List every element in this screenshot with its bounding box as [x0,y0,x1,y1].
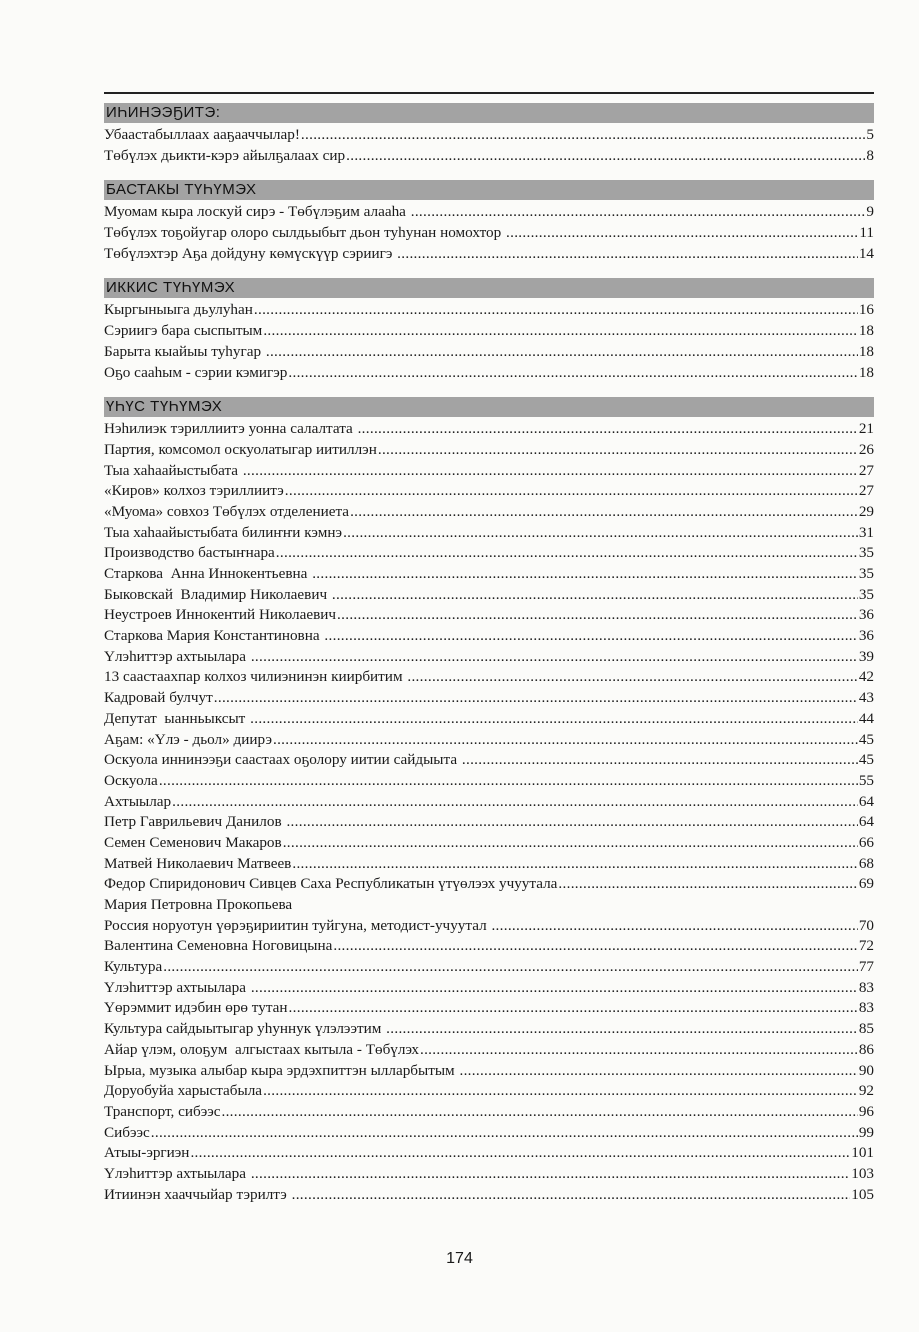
entry-title: Ырыа, музыка алыбар кыра эрдэхпиттэн ылларбытым [104,1061,459,1079]
dot-leader [292,854,857,875]
entry-title: Итиинэн хааччыйар тэрилтэ [104,1185,291,1203]
entry-page-number: 35 [858,585,874,603]
toc-entry [104,564,874,585]
entry-title: Сэриигэ бара сыспытым [104,322,263,340]
toc-entry [104,1061,874,1082]
section-header: ИҺИНЭЭҔИТЭ: [104,103,874,123]
entry-page-number: 45 [858,730,874,748]
dot-leader [462,750,858,771]
entry-title: Производство бастыҥнара [104,544,275,562]
entry-page-number: 70 [858,916,874,934]
dot-leader [346,146,865,167]
dot-leader [289,998,858,1019]
entry-title: Үлэһиттэр ахтыылара [104,1164,250,1182]
toc-entry [104,647,874,668]
entry-page-number: 96 [858,1102,874,1120]
section-header: БАСТАКЫ ТҮҺҮМЭХ [104,180,874,200]
entry-page-number: 16 [858,301,874,319]
entry-page-number: 72 [858,937,874,955]
entry-title: Аҕам: «Үлэ - дьол» диирэ [104,730,272,748]
entry-title: Атыы-эргиэн [104,1144,190,1162]
entry-page-number: 18 [858,363,874,381]
toc-entry [104,1123,874,1144]
entry-title: Россия норуотун үөрэҕириитин туйгуна, методист-учуутал [104,916,491,934]
entry-page-number: 85 [858,1020,874,1038]
toc-entry [104,916,874,937]
entry-title: Партия, комсомол оскуолатыгар иитиллэн [104,440,377,458]
entry-title: Убаастабыллаах ааҕааччылар! [104,126,300,143]
dot-leader [407,667,857,688]
toc-entry [104,244,874,265]
entry-page-number: 29 [858,502,874,520]
dot-leader [288,363,857,384]
entry-title: Тыа хаһаайыстыбата билиҥҥи кэмнэ [104,523,343,541]
toc-entry [104,440,874,461]
dot-leader [292,1185,851,1206]
dot-leader [243,461,858,482]
entry-page-number: 45 [858,751,874,769]
dot-leader [163,957,858,978]
toc-entry [104,461,874,482]
toc-entry [104,223,874,244]
entry-page-number: 43 [858,689,874,707]
toc-entry [104,771,874,792]
toc-entry [104,502,874,523]
dot-leader [558,874,857,895]
entry-title: Тыа хаһаайыстыбата [104,461,242,479]
entry-title: Неустроев Иннокентий Николаевич [104,606,337,624]
toc-entry [104,125,874,146]
toc-entry [104,833,874,854]
entry-title: Быковскай Владимир Николаевич [104,585,331,603]
toc-entry [104,936,874,957]
entry-page-number: 35 [858,544,874,562]
toc-entry [104,874,874,895]
entry-title: Старкова Анна Иннокентьевна [104,565,312,582]
dot-leader [151,1123,858,1144]
toc-entry [104,667,874,688]
entry-title: Төбүлэх тоҕойугар олоро сылдьыбыт дьон туһунан номохтор [104,224,505,242]
dot-leader [251,978,858,999]
entry-page-number: 36 [858,606,874,624]
entry-page-number: 103 [851,1164,874,1182]
dot-leader [459,1061,857,1082]
dot-leader [506,223,858,244]
entry-page-number: 83 [858,978,874,996]
toc-entry [104,626,874,647]
dot-leader [263,321,858,342]
dot-leader [420,1040,858,1061]
entry-page-number: 92 [858,1082,874,1100]
toc-entry [104,523,874,544]
dot-leader [251,647,858,668]
dot-leader [301,125,866,146]
entry-title: Валентина Семеновна Ноговицына [104,937,333,955]
entry-page-number: 36 [858,627,874,645]
dot-leader [172,792,858,813]
entry-title: Барыта кыайыы туһугар [104,342,265,360]
entry-title: «Киров» колхоз тэриллиитэ [104,482,284,500]
entry-title: Кадровай булчут [104,689,213,707]
entry-title: Үөрэммит идэбин өрө тутан [104,999,288,1017]
entry-title: Депутат ыанньыксыт [104,709,250,727]
toc-entry [104,709,874,730]
entry-page-number: 5 [866,126,874,143]
table-of-contents [104,92,874,1219]
dot-leader [276,543,858,564]
dot-leader [221,1102,857,1123]
entry-page-number: 77 [858,958,874,976]
toc-entry [104,957,874,978]
entry-title: Сибээс [104,1123,150,1141]
dot-leader [263,1081,858,1102]
dot-leader [491,916,857,937]
entry-page-number: 64 [858,792,874,810]
dot-leader [386,1019,858,1040]
entry-title: Петр Гаврильевич Данилов [104,813,286,831]
toc-entry [104,419,874,440]
entry-title: Айар үлэм, олоҕум алгыстаах кытыла - Төбүлэх [104,1040,419,1058]
dot-leader [159,771,858,792]
entry-title: Мария Петровна Прокопьева [104,896,293,913]
entry-title: Оскуола иннинээҕи саастаах оҕолору иитии сайдыыта [104,751,461,769]
toc-entry [104,481,874,502]
entry-page-number: 18 [858,342,874,360]
entry-page-number: 11 [859,224,874,242]
entry-page-number: 26 [858,440,874,458]
toc-entry [104,895,874,916]
top-rule [104,92,874,94]
entry-page-number: 31 [858,523,874,541]
dot-leader [251,1164,850,1185]
entry-page-number: 27 [858,461,874,479]
toc-entry [104,146,874,167]
toc-entry [104,1143,874,1164]
toc-sections [104,103,874,1205]
entry-title: Культура сайдыытыгар уһуннук үлэлээтим [104,1020,386,1038]
entry-page-number: 9 [866,203,874,221]
dot-leader [250,709,858,730]
entry-page-number: 18 [858,322,874,340]
dot-leader [332,585,858,606]
dot-leader [285,481,858,502]
section-header: ҮҺҮС ТҮҺҮМЭХ [104,397,874,417]
entry-title: Федор Спиридонович Сивцев Саха Республикатын үтүөлээх учуутала [104,875,558,893]
dot-leader [324,626,857,647]
toc-entry [104,688,874,709]
dot-leader [378,440,858,461]
entry-title: Оскуола [104,771,158,789]
entry-page-number: 90 [858,1061,874,1079]
toc-entry [104,605,874,626]
page-number: 174 [446,1250,473,1267]
dot-leader [273,730,858,751]
entry-title: Төбүлэхтэр Аҕа дойдуну көмүскүүр сэриигэ [104,244,397,262]
entry-title: Старкова Мария Константиновна [104,627,324,645]
toc-entry [104,1185,874,1206]
toc-entry [104,363,874,384]
entry-page-number: 66 [858,833,874,851]
entry-title: «Муома» совхоз Төбүлэх отделениета [104,502,350,520]
entry-page-number: 99 [858,1123,874,1141]
entry-title: Культура [104,958,163,976]
dot-leader [266,342,858,363]
entry-page-number: 35 [858,565,874,582]
entry-title: Ахтыылар [104,792,172,810]
toc-entry [104,792,874,813]
entry-page-number: 69 [858,875,874,893]
toc-entry [104,998,874,1019]
dot-leader [190,1143,850,1164]
section-header: ИККИС ТҮҺҮМЭХ [104,278,874,298]
entry-page-number: 55 [858,771,874,789]
dot-leader [286,812,857,833]
entry-page-number: 44 [858,709,874,727]
entry-title: Муомам кыра лоскуй сирэ - Төбүлэҕим алааһа [104,203,410,221]
entry-page-number: 8 [866,146,874,164]
dot-leader [358,419,858,440]
dot-leader [411,202,866,223]
entry-title: Төбүлэх дьикти-кэрэ айылҕалаах сир [104,146,346,164]
toc-entry [104,202,874,223]
dot-leader [283,833,858,854]
toc-entry [104,750,874,771]
toc-entry [104,585,874,606]
entry-page-number: 39 [858,647,874,665]
entry-page-number: 101 [851,1144,874,1162]
toc-section [104,397,874,1205]
dot-leader [397,244,858,265]
dot-leader [343,523,858,544]
toc-entry [104,730,874,751]
dot-leader [350,502,858,523]
toc-entry [104,342,874,363]
entry-title: Матвей Николаевич Матвеев [104,854,292,872]
entry-title: Үлэһиттэр ахтыылара [104,647,250,665]
toc-entry [104,978,874,999]
toc-entry [104,1040,874,1061]
entry-title: Семен Семенович Макаров [104,833,282,851]
toc-section [104,180,874,264]
entry-page-number: 14 [858,244,874,262]
dot-leader [254,300,858,321]
dot-leader [333,936,857,957]
entry-page-number: 64 [858,813,874,831]
toc-section [104,103,874,166]
entry-page-number: 42 [858,668,874,686]
entry-title: Нэһилиэк тэриллиитэ уонна салалтата [104,420,357,438]
toc-entry [104,1164,874,1185]
entry-title: Доруобуйа харыстабыла [104,1082,263,1100]
entry-page-number: 21 [858,420,874,438]
entry-page-number: 86 [858,1040,874,1058]
toc-entry [104,321,874,342]
entry-title: Транспорт, сибээс [104,1102,221,1120]
toc-entry [104,1081,874,1102]
toc-entry [104,1102,874,1123]
entry-page-number: 27 [858,482,874,500]
toc-entry [104,812,874,833]
entry-page-number: 68 [858,854,874,872]
entry-title: 13 саастаахпар колхоз чилиэнинэн киирбитим [104,668,407,686]
dot-leader [214,688,858,709]
entry-title: Кыргыныыга дьулуһан [104,301,253,319]
toc-entry [104,543,874,564]
dot-leader [337,605,858,626]
toc-entry [104,1019,874,1040]
entry-title: Оҕо сааһым - сэрии кэмигэр [104,363,288,381]
dot-leader [312,564,858,585]
entry-page-number: 105 [851,1185,874,1203]
toc-entry [104,300,874,321]
entry-page-number: 83 [858,999,874,1017]
toc-entry [104,854,874,875]
toc-section [104,278,874,383]
entry-title: Үлэһиттэр ахтыылара [104,978,250,996]
